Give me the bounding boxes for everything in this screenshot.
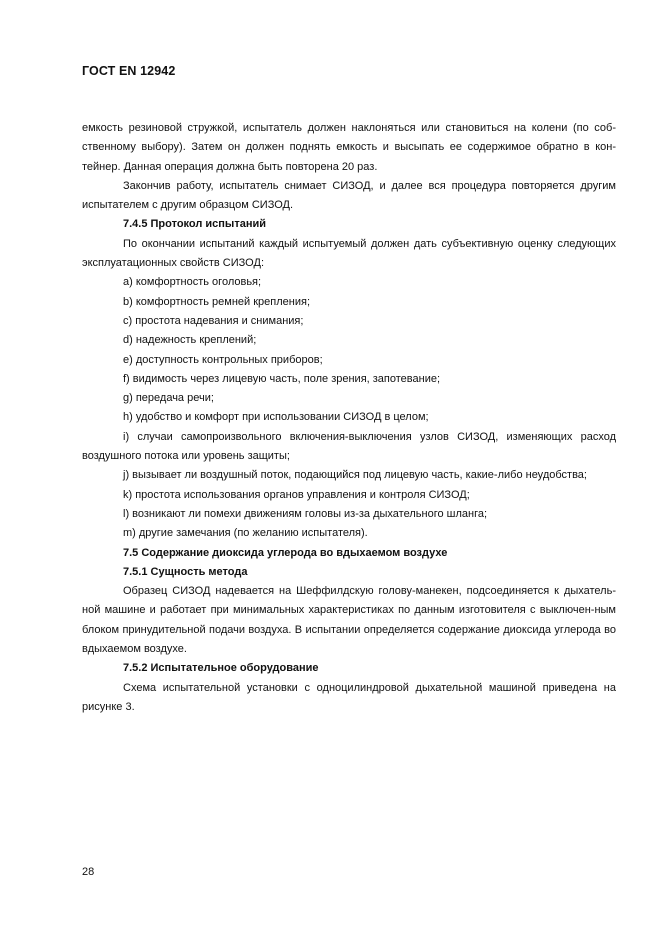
paragraph: Образец СИЗОД надевается на Шеффилдскую голову-манекен, подсоединяется к дыхатель-ной машине и работает при минимальных характеристиках по данным изготовителя с выключен-ным блоком принудительной подачи воздуха. В испытании определяется содержание диоксида углерода во вдыхаемом воздухе. bbox=[82, 585, 616, 656]
page-number: 28 bbox=[82, 866, 95, 878]
paragraph: емкость резиновой стружкой, испытатель должен наклоняться или становиться на колени (по соб-ственному выбору). Затем он должен поднять емкость и высыпать ее содержимое обратно в кон-тейнер. Данная операция должна быть повторена 20 раз. bbox=[82, 122, 616, 173]
paragraph: Закончив работу, испытатель снимает СИЗОД, и далее вся процедура повторяется другим испытателем с другим образцом СИЗОД. bbox=[82, 179, 616, 212]
list-item: g) передача речи; bbox=[123, 392, 214, 405]
list-item: f) видимость через лицевую часть, поле зрения, запотевание; bbox=[123, 372, 441, 385]
document-body bbox=[82, 119, 616, 717]
list-item: d) надежность креплений; bbox=[123, 334, 257, 347]
paragraph: Схема испытательной установки с одноцилиндровой дыхательной машиной приведена на рисунке 3. bbox=[82, 681, 616, 713]
section-heading: 7.5 Содержание диоксида углерода во вдыхаемом воздухе bbox=[123, 546, 448, 559]
section-heading: 7.5.2 Испытательное оборудование bbox=[123, 662, 319, 675]
list-item: l) возникают ли помехи движениям головы из-за дыхательного шланга; bbox=[123, 507, 488, 520]
list-item: b) комфортность ремней крепления; bbox=[123, 295, 311, 308]
section-heading: 7.5.1 Сущность метода bbox=[123, 565, 248, 578]
list-item: h) удобство и комфорт при использовании СИЗОД в целом; bbox=[123, 411, 429, 424]
paragraph: По окончании испытаний каждый испытуемый должен дать субъективную оценку следующих эксплуатационных свойств СИЗОД: bbox=[82, 237, 616, 270]
list-item: a) комфортность оголовья; bbox=[123, 276, 262, 289]
list-item: k) простота использования органов управления и контроля СИЗОД; bbox=[123, 488, 470, 501]
section-heading: 7.4.5 Протокол испытаний bbox=[123, 218, 266, 231]
document-header: ГОСТ EN 12942 bbox=[82, 64, 176, 78]
list-item: c) простота надевания и снимания; bbox=[123, 314, 304, 327]
list-item: e) доступность контрольных приборов; bbox=[123, 353, 323, 366]
list-item: j) вызывает ли воздушный поток, подающийся под лицевую часть, какие-либо неудобства; bbox=[123, 469, 587, 482]
list-item: m) другие замечания (по желанию испытателя). bbox=[123, 527, 368, 540]
list-item: i) случаи самопроизвольного включения-выключения узлов СИЗОД, изменяющих расход воздушного потока или уровень защиты; bbox=[82, 430, 616, 463]
